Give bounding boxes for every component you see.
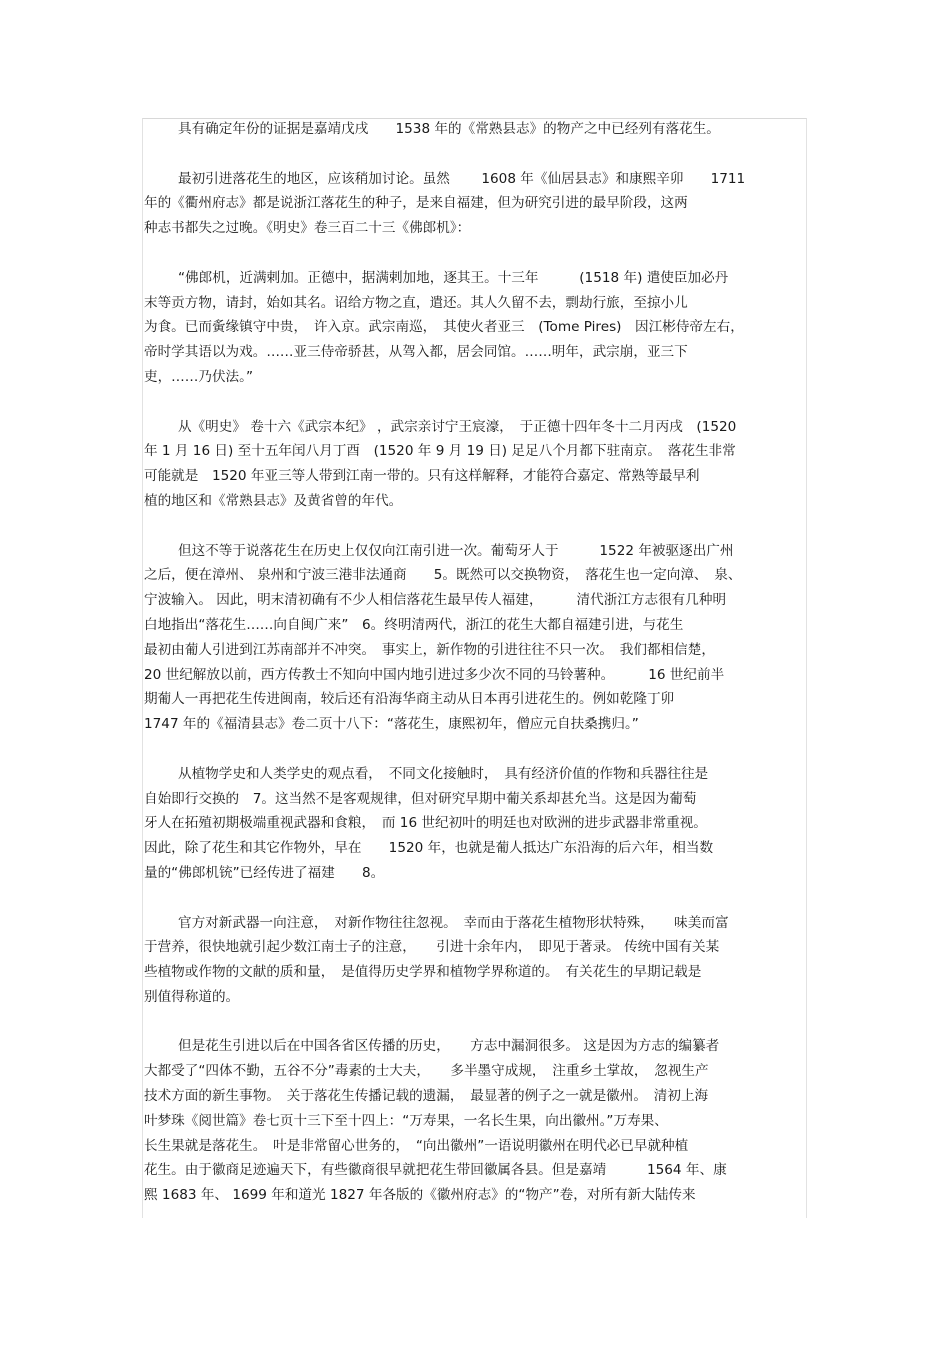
paragraph-gap bbox=[144, 1010, 806, 1035]
paragraph-5-line-8: 1747 年的《福清县志》卷二页十八下：“落花生，康熙初年，僧应元自扶桑携归。” bbox=[144, 716, 639, 733]
paragraph-gap bbox=[144, 886, 806, 911]
paragraph-4-line-4: 植的地区和《常熟县志》及黄省曾的年代。 bbox=[144, 492, 403, 509]
paragraph-2-line-2: 年的《衢州府志》都是说浙江落花生的种子，是来自福建，但为研究引进的最早阶段，这两 bbox=[144, 195, 688, 212]
paragraph-5-line-1: 但这不等于说落花生在历史上仅仅向江南引进一次。葡萄牙人于 1522 年被驱逐出广州 bbox=[178, 542, 734, 559]
paragraph-gap bbox=[144, 737, 806, 762]
paragraph-6-line-5: 量的“佛郎机铳”已经传进了福建 8。 bbox=[144, 864, 385, 881]
paragraph-6-line-4: 因此，除了花生和其它作物外，早在 1520 年，也就是葡人抵达广东沿海的后六年，相当数 bbox=[144, 840, 714, 857]
paragraph-8-line-3: 技术方面的新生事物。 关于落花生传播记载的遗漏， 最显著的例子之一就是徽州。 清初上海 bbox=[144, 1088, 709, 1105]
paragraph-6-line-3: 牙人在拓殖初期极端重视武器和食粮， 而 16 世纪初叶的明廷也对欧洲的进步武器非常重视。 bbox=[144, 815, 707, 832]
paragraph-3-line-5: 吏，……乃伏法。” bbox=[144, 368, 253, 385]
paragraph-6-line-1: 从植物学史和人类学史的观点看， 不同文化接触时， 具有经济价值的作物和兵器往往是 bbox=[178, 765, 709, 782]
paragraph-7-line-1: 官方对新武器一向注意， 对新作物往往忽视。 幸而由于落花生植物形状特殊， 味美而富 bbox=[178, 914, 729, 931]
paragraph-3-line-3: 为食。已而夤缘镇守中贵， 许入京。武宗南巡， 其使火者亚三 (Tome Pires) 因江彬侍帝左右， bbox=[144, 319, 744, 336]
paragraph-3-line-1: “佛郎机，近满剌加。正德中，据满剌加地，逐其王。十三年 (1518 年) 遣使臣加必丹 bbox=[178, 269, 729, 286]
paragraph-gap bbox=[144, 390, 806, 415]
paragraph-5-line-7: 期葡人一再把花生传进闽南，较后还有沿海华商主动从日本再引进花生的。例如乾隆丁卯 bbox=[144, 691, 675, 708]
paragraph-7-line-3: 些植物或作物的文献的质和量， 是值得历史学界和植物学界称道的。 有关花生的早期记载是 bbox=[144, 964, 702, 981]
paragraph-8-line-7: 熙 1683 年、 1699 年和道光 1827 年各版的《徽州府志》的“物产”卷，对所有新大陆传来 bbox=[144, 1187, 696, 1204]
paragraph-7-line-4: 别值得称道的。 bbox=[144, 988, 240, 1005]
paragraph-4-line-3: 可能就是 1520 年亚三等人带到江南一带的。只有这样解释，才能符合嘉定、常熟等最早利 bbox=[144, 468, 700, 485]
paragraph-5-line-4: 白地指出“落花生……向自闽广来” 6。终明清两代，浙江的花生大都自福建引进，与花生 bbox=[144, 616, 684, 633]
paragraph-gap bbox=[144, 514, 806, 539]
document-body bbox=[144, 117, 806, 1208]
paragraph-8-line-1: 但是花生引进以后在中国各省区传播的历史， 方志中漏洞很多。 这是因为方志的编纂者 bbox=[178, 1038, 720, 1055]
paragraph-gap bbox=[144, 142, 806, 167]
paragraph-2-line-3: 种志书都失之过晚。《明史》卷三百二十三《佛郎机》： bbox=[144, 220, 471, 237]
paragraph-5-line-3: 宁波输入。 因此，明末清初确有不少人相信落花生最早传人福建， 清代浙江方志很有几种明 bbox=[144, 592, 727, 609]
paragraph-8-line-2: 大都受了“四体不勤，五谷不分”毒素的士大夫， 多半墨守成规， 注重乡土掌故， 忽视生产 bbox=[144, 1063, 709, 1080]
paragraph-3-line-2: 末等贡方物，请封，始如其名。诏给方物之直，遣还。其人久留不去，剽劫行旅，至掠小儿 bbox=[144, 294, 688, 311]
paragraph-8-line-4: 叶梦珠《阅世篇》卷七页十三下至十四上：“万寿果，一名长生果，向出徽州。”万寿果、 bbox=[144, 1112, 668, 1129]
paragraph-4-line-2: 年 1 月 16 日) 至十五年闰八月丁酉 (1520 年 9 月 19 日) 足足八个月都下驻南京。 落花生非常 bbox=[144, 443, 736, 460]
paragraph-4-line-1: 从《明史》 卷十六《武宗本纪》 ，武宗亲讨宁王宸濠， 于正德十四年冬十二月丙戌 (1520 bbox=[178, 418, 737, 435]
paragraph-8-line-5: 长生果就是落花生。 叶是非常留心世务的， “向出徽州”一语说明徽州在明代必已早就种植 bbox=[144, 1137, 689, 1154]
paragraph-5-line-6: 20 世纪解放以前，西方传教士不知向中国内地引进过多少次不同的马铃薯种。 16 世纪前半 bbox=[144, 666, 725, 683]
paragraph-3-line-4: 帝时学其语以为戏。……亚三侍帝骄甚，从驾入都，居会同馆。……明年，武宗崩，亚三下 bbox=[144, 344, 688, 361]
paragraph-gap bbox=[144, 241, 806, 266]
paragraph-1-line-1: 具有确定年份的证据是嘉靖戊戌 1538 年的《常熟县志》的物产之中已经列有落花生。 bbox=[178, 121, 720, 137]
paragraph-5-line-5: 最初由葡人引进到江苏南部并不冲突。 事实上，新作物的引进往往不只一次。 我们都相信楚， bbox=[144, 641, 715, 658]
paragraph-8-line-6: 花生。由于徽商足迹遍天下，有些徽商很早就把花生带回徽属各县。但是嘉靖 1564 年、康 bbox=[144, 1162, 727, 1179]
paragraph-2-line-1: 最初引进落花生的地区，应该稍加讨论。虽然 1608 年《仙居县志》和康熙辛卯 1711 bbox=[178, 170, 746, 187]
paragraph-6-line-2: 自始即行交换的 7。这当然不是客观规律，但对研究早期中葡关系却甚允当。这是因为葡萄 bbox=[144, 790, 697, 807]
paragraph-7-line-2: 于营养，很快地就引起少数江南士子的注意， 引进十余年内， 即见于著录。 传统中国有关某 bbox=[144, 939, 720, 956]
paragraph-5-line-2: 之后，便在漳州、 泉州和宁波三港非法通商 5。既然可以交换物资， 落花生也一定向漳、 泉、 bbox=[144, 567, 742, 584]
